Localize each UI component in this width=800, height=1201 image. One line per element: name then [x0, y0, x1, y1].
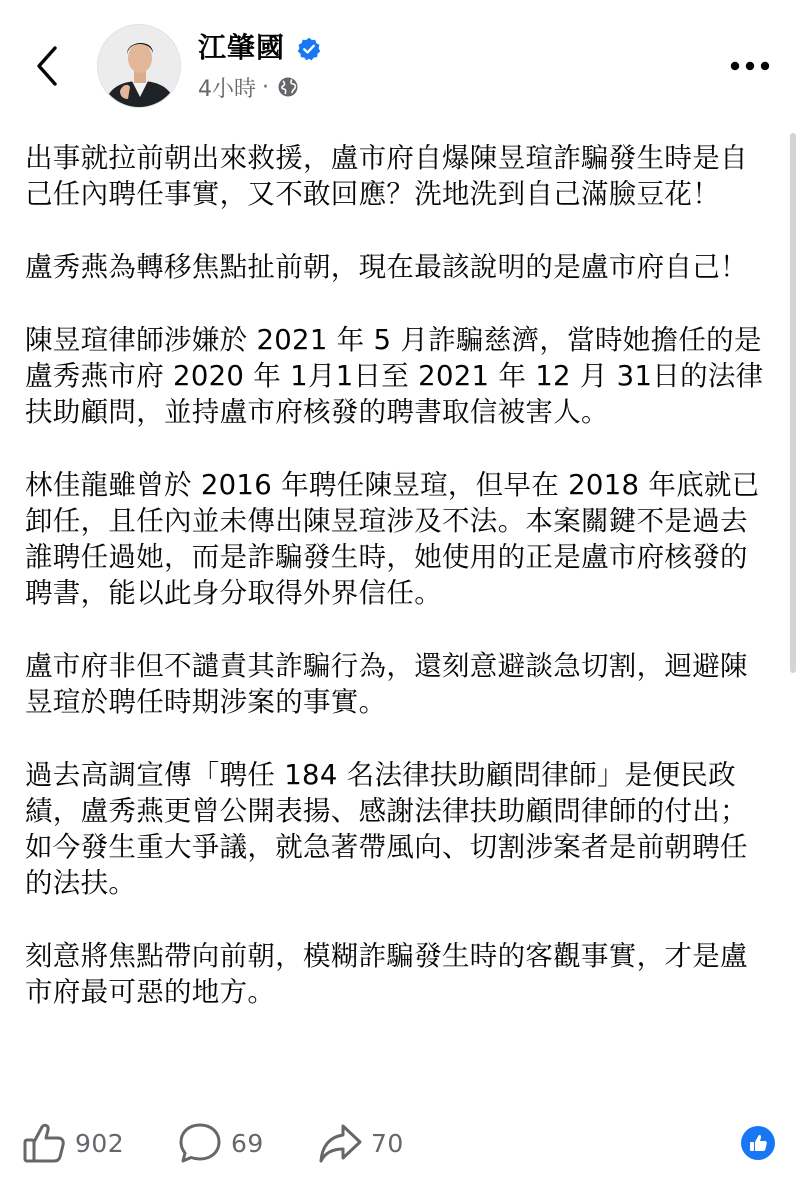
- post-paragraph-2: 盧秀燕為轉移焦點扯前朝，現在最該說明的是盧市府自己！: [25, 251, 748, 283]
- share-count: 70: [371, 1128, 404, 1158]
- author-avatar[interactable]: [97, 24, 181, 108]
- comment-count: 69: [231, 1128, 264, 1158]
- post-paragraph-6: 過去高調宣傳「聘任 184 名法律扶助顧問律師」是便民政績，盧秀燕更曾公開表揚、感謝法律扶助顧問律師的付出；如今發生重大爭議，就急著帶風向、切割涉案者是前朝聘任的法扶。: [25, 759, 748, 899]
- comment-bubble-icon: [178, 1121, 222, 1165]
- globe-icon: [277, 76, 299, 98]
- like-button[interactable]: [22, 1112, 124, 1174]
- verified-badge-icon: [297, 37, 321, 61]
- post-meta: [198, 72, 299, 102]
- like-reaction-icon[interactable]: [741, 1126, 775, 1160]
- more-options-button[interactable]: [728, 56, 772, 76]
- share-arrow-icon: [318, 1121, 362, 1165]
- thumbs-up-icon: [22, 1121, 66, 1165]
- post-paragraph-1: 出事就拉前朝出來救援，盧市府自爆陳昱瑄詐騙發生時是自己任內聘任事實，又不敢回應？洗地洗到自己滿臉豆花！: [25, 142, 748, 210]
- author-name[interactable]: 江肇國: [198, 31, 286, 64]
- meta-separator: ·: [262, 74, 269, 100]
- chevron-left-icon: [30, 44, 66, 88]
- more-dots-icon: [728, 56, 772, 76]
- post-paragraph-3: 陳昱瑄律師涉嫌於 2021 年 5 月詐騙慈濟，當時她擔任的是盧秀燕市府 2020 年 1月1日至 2021 年 12 月 31日的法律扶助顧問，並持盧市府核發的聘書取信被害人。: [25, 324, 764, 428]
- post-paragraph-7: 刻意將焦點帶向前朝，模糊詐騙發生時的客觀事實，才是盧市府最可惡的地方。: [25, 940, 748, 1008]
- post-timestamp[interactable]: 4小時: [198, 76, 256, 102]
- comment-button[interactable]: [178, 1112, 264, 1174]
- post-paragraph-4: 林佳龍雖曾於 2016 年聘任陳昱瑄，但早在 2018 年底就已卸任，且任內並未傳出陳昱瑄涉及不法。本案關鍵不是過去誰聘任過她，而是詐騙發生時，她使用的正是盧市府核發的聘書，能以此身分取得外界信任。: [25, 469, 760, 609]
- like-count: 902: [75, 1128, 125, 1158]
- post-actions-bar: [0, 1112, 800, 1176]
- back-button[interactable]: [30, 44, 66, 88]
- reaction-thumb-glyph: [748, 1133, 768, 1153]
- avatar-photo: [98, 25, 181, 108]
- post-body: [25, 140, 770, 1047]
- post-header: [0, 0, 800, 130]
- post-paragraph-5: 盧市府非但不譴責其詐騙行為，還刻意避談急切割，迴避陳昱瑄於聘任時期涉案的事實。: [25, 650, 748, 718]
- scrollbar[interactable]: [790, 133, 796, 673]
- share-button[interactable]: [318, 1112, 404, 1174]
